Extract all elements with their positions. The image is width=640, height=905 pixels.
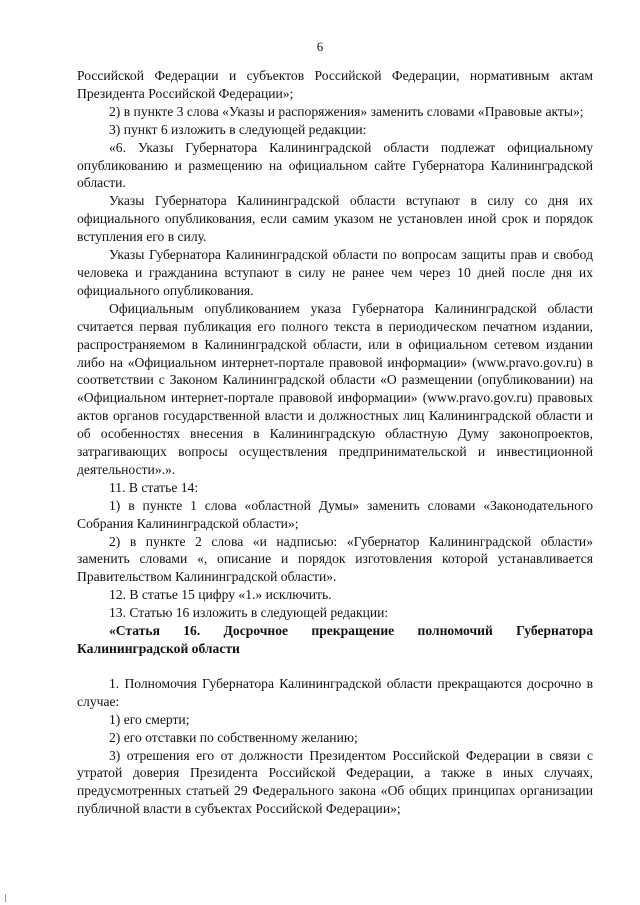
paragraph-official-publication: Официальным опубликованием указа Губернатора Калининградской области считается первая публикация его полного текста в периодическом печатном издании, распространяемом в Калининградской области, или в официальном сетевом издании либо на «Официальном интернет-портале правовой информации» (www.pravo.gov.ru) в соответствии с Законом Калининградской области «О размещении (опубликовании) на «Официальном интернет-портале правовой информации» (www.pravo.gov.ru) правовых актов органов государственной власти и должностных лиц Калининградской области и об особенностях внесения в Калининградскую областную Думу законопроектов, затрагивающих вопросы осуществления предпринимательской и инвестиционной деятельности».».	[77, 300, 593, 477]
paragraph-article-14-item-2: 2) в пункте 2 слова «и надписью: «Губернатор Калининградской области» заменить словами «, описание и порядок изготовления которой устанавливается Правительством Калининградской области».	[77, 533, 593, 585]
paragraph-article-14-item-1: 1) в пункте 1 слова «областной Думы» заменить словами «Законодательного Собрания Калининградской области»;	[77, 497, 593, 531]
paragraph-item-2: 2) в пункте 3 слова «Указы и распоряжения» заменить словами «Правовые акты»;	[109, 103, 584, 119]
page-number: 6	[316, 39, 324, 54]
paragraph-article-16: 13. Статью 16 изложить в следующей редакции:	[109, 605, 389, 621]
scan-margin-mark	[5, 894, 11, 902]
list-item-resignation: 2) его отставки по собственному желанию;	[109, 729, 358, 745]
paragraph-clause-6: «6. Указы Губернатора Калининградской области подлежат официальному опубликованию и размещению на официальном сайте Губернатора Калининградской области.	[77, 139, 593, 191]
paragraph-rights-freedoms: Указы Губернатора Калининградской области по вопросам защиты прав и свобод человека и гражданина вступают в силу не ранее чем через 10 дней после дня их официального опубликования.	[77, 247, 593, 298]
paragraph-entry-into-force: Указы Губернатора Калининградской области вступают в силу со дня их официального опубликования, если самим указом не установлен иной срок и порядок вступления его в силу.	[77, 193, 593, 245]
paragraph-powers-termination: 1. Полномочия Губернатора Калининградской области прекращаются досрочно в случае:	[77, 675, 593, 709]
paragraph-article-14: 11. В статье 14:	[109, 479, 199, 495]
paragraph-item-3: 3) пункт 6 изложить в следующей редакции:	[109, 121, 367, 137]
paragraph-continuation: Российской Федерации и субъектов Российской Федерации, нормативным актам Президента Российской Федерации»;	[77, 68, 593, 101]
article-16-heading: «Статья 16. Досрочное прекращение полномочий Губернатора Калининградской области	[77, 623, 593, 656]
list-item-removal: 3) отрешения его от должности Президентом Российской Федерации в связи с утратой доверия Президента Российской Федерации, а также в иных случаях, предусмотренных статьей 29 Федерального закона «Об общих принципах организации публичной власти в субъектах Российской Федерации»;	[77, 747, 593, 817]
paragraph-article-15: 12. В статье 15 цифру «1.» исключить.	[109, 587, 332, 603]
document-body	[77, 67, 593, 818]
list-item-death: 1) его смерти;	[109, 711, 190, 727]
